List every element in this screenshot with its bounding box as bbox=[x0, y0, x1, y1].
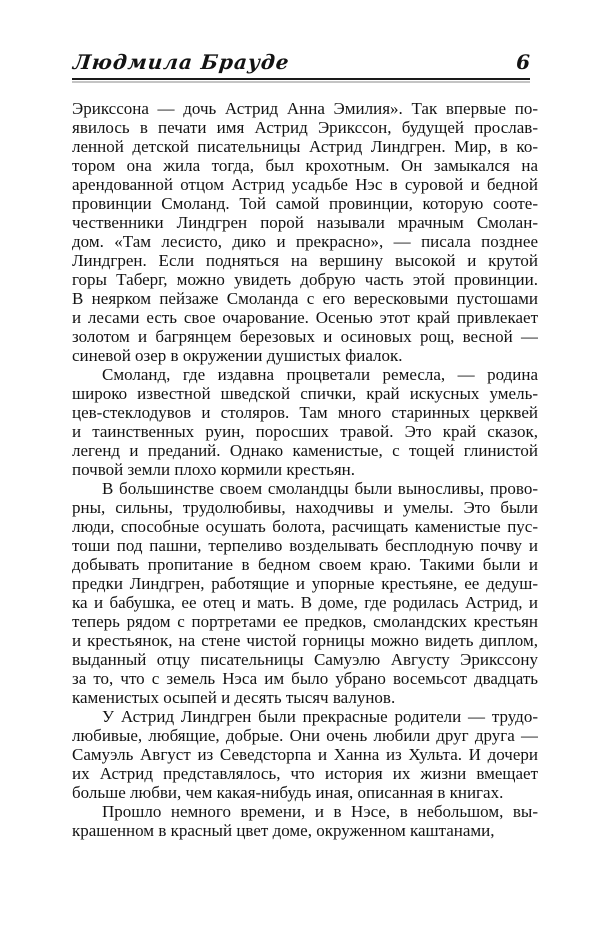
text-line: и лесами есть свое очарование. Осенью этот край привлекает bbox=[72, 308, 538, 327]
text-line: Линдгрен. Если подняться на вершину высокой и крутой bbox=[72, 251, 538, 270]
text-line: Смоланд, где издавна процветали ремесла, — родина bbox=[102, 365, 538, 384]
text-line: У Астрид Линдгрен были прекрасные родители — трудо- bbox=[102, 707, 538, 726]
text-line: и таинственных руин, поросших травой. Это край сказок, bbox=[72, 422, 538, 441]
paragraph bbox=[72, 802, 538, 840]
text-line: Прошло немного времени, и в Нэсе, в небольшом, вы- bbox=[102, 802, 538, 821]
text-line: ка и бабушка, ее отец и мать. В доме, где родилась Астрид, и bbox=[72, 593, 538, 612]
text-line: любивые, любящие, добрые. Они очень любили друг друга — bbox=[72, 726, 538, 745]
paragraph bbox=[72, 365, 538, 479]
text-line: Самуэль Август из Севедсторпа и Ханна из Хульта. И дочери bbox=[72, 745, 538, 764]
text-line: синевой озер в окружении душистых фиалок. bbox=[72, 346, 403, 365]
text-line: В неярком пейзаже Смоланда с его вересковыми пустошами bbox=[72, 289, 538, 308]
text-line: явилось в печати имя Астрид Эрикссон, будущей прослав- bbox=[72, 118, 538, 137]
text-line: тором она жила тогда, был крохотным. Он замыкался на bbox=[72, 156, 538, 175]
text-line: провинции Смоланд. Той самой провинции, которую сооте- bbox=[72, 194, 538, 213]
text-line: арендованной отцом Астрид усадьбе Нэс в суровой и бедной bbox=[72, 175, 538, 194]
text-line: почвой земли плохо кормили крестьян. bbox=[72, 460, 356, 479]
running-header-author: Людмила Брауде bbox=[72, 50, 291, 74]
text-line: их Астрид представлялось, что история их жизни вмещает bbox=[72, 764, 538, 783]
text-line: теперь рядом с портретами ее предков, смоландских крестьян bbox=[72, 612, 538, 631]
text-line: люди, способные осушать болота, расчищать каменистые пус- bbox=[72, 517, 538, 536]
text-line: рны, сильны, трудолюбивы, находчивы и умелы. Это были bbox=[72, 498, 538, 517]
paragraph bbox=[72, 707, 538, 802]
body-text bbox=[72, 99, 538, 840]
page-number: 6 bbox=[516, 50, 530, 74]
text-line: легенд и преданий. Однако каменистые, с тощей глинистой bbox=[72, 441, 538, 460]
paragraph bbox=[72, 99, 538, 365]
text-line: цев-стеклодувов и столяров. Там много старинных церквей bbox=[72, 403, 538, 422]
text-line: больше любви, чем какая-нибудь иная, описанная в книгах. bbox=[72, 783, 504, 802]
text-line: чественники Линдгрен порой называли мрачным Смолан- bbox=[72, 213, 538, 232]
text-line: горы Таберг, можно увидеть добрую часть этой провинции. bbox=[72, 270, 538, 289]
paragraph bbox=[72, 479, 538, 707]
text-line: Эрикссона — дочь Астрид Анна Эмилия». Так впервые по- bbox=[72, 99, 538, 118]
text-line: предки Линдгрен, работящие и упорные крестьяне, ее дедуш- bbox=[72, 574, 538, 593]
text-line: и крестьянок, на стене чистой горницы можно видеть диплом, bbox=[72, 631, 538, 650]
text-line: тоши под пашни, терпеливо возделывать бесплодную почву и bbox=[72, 536, 538, 555]
text-line: за то, что с земель Нэса им было убрано восемьсот двадцать bbox=[72, 669, 538, 688]
running-header bbox=[72, 50, 538, 74]
text-line: ленной детской писательницы Астрид Линдгрен. Мир, в ко- bbox=[72, 137, 538, 156]
text-line: каменистых осыпей и десять тысяч валунов. bbox=[72, 688, 396, 707]
text-line: В большинстве своем смоландцы были выносливы, прово- bbox=[102, 479, 538, 498]
text-line: широко известной шведской спички, край искусных умель- bbox=[72, 384, 538, 403]
text-line: выданный отцу писательницы Самуэлю Августу Эрикссону bbox=[72, 650, 538, 669]
text-line: крашенном в красный цвет доме, окруженном каштанами, bbox=[72, 821, 495, 840]
text-line: дом. «Там лесисто, дико и прекрасно», — писала позднее bbox=[72, 232, 538, 251]
text-line: золотом и багрянцем березовых и осиновых рощ, весной — bbox=[72, 327, 538, 346]
header-rule-divider bbox=[72, 78, 530, 80]
text-line: добывать пропитание в бедном своем краю. Такими были и bbox=[72, 555, 538, 574]
